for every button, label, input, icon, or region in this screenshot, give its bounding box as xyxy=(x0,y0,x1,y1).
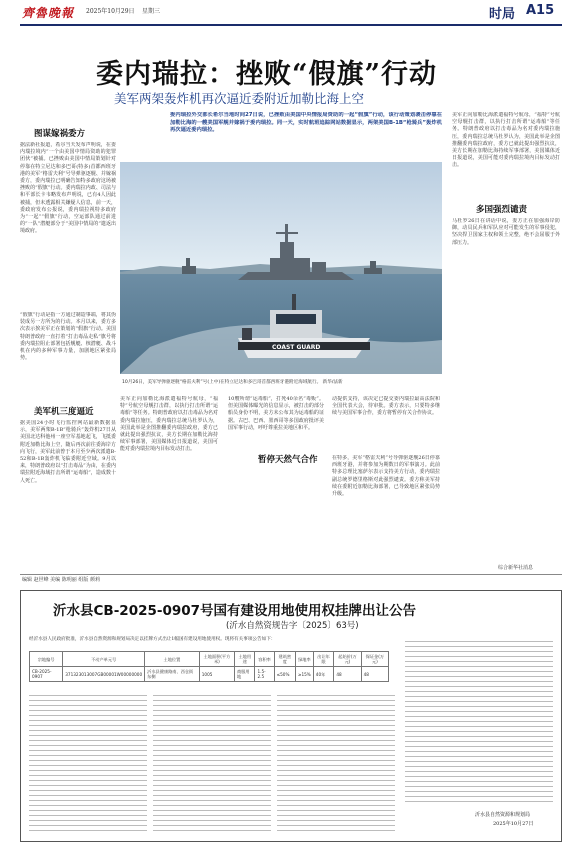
notice-title: 沂水县CB-2025-0907号国有建设用地使用权挂牌出让公告 xyxy=(53,603,417,619)
table-cell: 沂水县健康路南、西仓街东侧 xyxy=(145,667,200,682)
column-1a: 据法新社报道，希尔当天发布声明说，在委内瑞拉境内“一个由美国中情局资助的犯罪团伙”被捕。已挫败由美国中情局策划针对停靠在特立尼达和多巴哥(特多)首都西班牙港的美军“格雷夫利”号导弹驱逐舰、并嫁祸委方，委内瑞拉已明确告知特多政府这场被挫败的“假旗”行动。委内瑞拉内政、司法与和平部长卡韦略发布声明说，已有4人因此被捕，但未透露相关嫌疑人信息，前一天，委政府发布公报说，委内瑞拉视特多政府为“一起”“假旗”行动，空运部队通过前进的“一队”潜艇部分于“美国中情局的”遣返出境政府。 xyxy=(20,142,116,235)
column-1c: 据美国24小时飞行监控网站最新数据显示，美军两架B-1B“枪骑兵”轰炸机27日从美国北达科他州一座空军基地起飞，飞抵委附近加勒比海上空，随后再次前往委海岸方向飞行，美军此前曾于本月至少两次派遣B-52和B-1B轰炸机飞临委附近空域。9月以来，特朗普政府以“打击毒品”为由，在委内瑞拉附近海域打击所谓“运毒船”，造成数十人死亡。 xyxy=(20,420,116,484)
table-cell: 48 xyxy=(361,667,388,682)
table-cell: ≥15% xyxy=(295,667,313,682)
table-cell: ≤50% xyxy=(274,667,295,682)
table-cell: 40年 xyxy=(313,667,334,682)
table-header: 起始价(万元) xyxy=(334,652,361,667)
table-header: 出让年限 xyxy=(313,652,334,667)
notice-subtitle: (沂水自然资规告字〔2025〕63号) xyxy=(226,621,359,631)
newspaper-logo: 齊魯晚報 xyxy=(22,6,75,20)
section-heading-4: 多国强烈谴责 xyxy=(476,205,528,215)
page-number: A15 xyxy=(526,3,555,18)
table-cell: 1005 xyxy=(199,667,234,682)
column-3: 10艘所谓“运毒船”，打死40余名“毒贩”。但美国媒体曝光的信息显示，被打击的部分船员身份不明，美方未公布其为运毒船的证据。古巴、巴西、墨西哥等多国政府批评美国军事行动，呼吁尊重拉美地区和平。 xyxy=(228,396,324,431)
table-header: 保证金(万元) xyxy=(361,652,388,667)
table-cell: 48 xyxy=(334,667,361,682)
notice-table xyxy=(29,651,389,682)
table-header: 不动产单元号 xyxy=(63,652,145,667)
section-heading-3: 暂停天然气合作 xyxy=(258,455,318,465)
table-header: 建筑密度 xyxy=(274,652,295,667)
column-2: 美军正向加勒比海派遣福特号航母，“福特”号航空母舰打击群，以执行打击所谓“运毒船”等任务。特朗普政府以打击毒品为名对委内瑞拉施压，委内瑞拉总统马杜罗认为，美国此举是企图推翻委内瑞拉政府，委方已就此提出强烈抗议，美方长期在加勒比海持续军事部署，美国媒体近日报道说，美国可能对委内瑞拉境内目标发动打击。 xyxy=(120,396,218,453)
notice-issuer: 沂水县自然资源和规划局 xyxy=(475,812,531,818)
notice-body-3 xyxy=(277,691,395,831)
source-note: 综合新华社消息 xyxy=(498,565,534,571)
headline-subtitle: 美军两架轰炸机再次逼近委附近加勒比海上空 xyxy=(114,91,365,106)
land-notice xyxy=(20,590,562,842)
table-cell: CB-2025-0907 xyxy=(30,667,63,682)
table-row xyxy=(30,667,389,682)
boat-label: COAST GUARD xyxy=(272,344,321,351)
table-cell: 1.5-2.5 xyxy=(255,667,274,682)
table-header: 容积率 xyxy=(255,652,274,667)
notice-intro: 经沂水县人民政府批准，沂水县自然资源和规划局决定以挂牌方式出让1幅国有建设用地使用权。现将有关事项公告如下： xyxy=(29,637,276,642)
section-heading-1: 图谋嫁祸委方 xyxy=(34,129,86,139)
section-name: 时局 xyxy=(489,7,516,22)
column-1b: “假旗”行动是指一方通过制造事端，将其伪装成另一方所为的行动。本月以来，委方多次表示挨美军正在策划的“假旗”行动。美国特朗普政府一直打着“打击毒品走私”旗号将委内瑞拉阻止部署包括舰艇、核潜艇、战斗机在内的多种军事力量，加剧地区紧张局势。 xyxy=(20,312,116,362)
issue-weekday: 星期三 xyxy=(142,8,161,15)
notice-body-2 xyxy=(153,691,271,831)
table-header: 宗地编号 xyxy=(30,652,63,667)
ship-photo-illustration xyxy=(120,162,442,374)
table-header: 土地用途 xyxy=(235,652,255,667)
table-header: 土地面积(平方米) xyxy=(199,652,234,667)
table-cell: 371323013007GB00001W00000000 xyxy=(63,667,145,682)
notice-body-1 xyxy=(29,691,147,831)
column-5: 在特多，美军“格雷夫利”号导弹驱逐舰26日停靠西班牙港，并将参加为期数日的军事演习。此前特多总理比塞萨尔表示支持美方行动，委内瑞拉副总统罗德里格斯对此强烈谴责。委方称美军持续在委附近加勒比海部署，已导致地区紧张局势升级。 xyxy=(332,455,440,498)
photo-caption: 10月26日，美军导弹驱逐舰“格雷夫利”号(上中)在特立尼达和多巴哥首都西班牙港附近海域航行。 新华/法新 xyxy=(122,380,343,385)
notice-body-4 xyxy=(405,637,553,805)
editor-line: 编辑 赵世峰 美编 陈明丽 组版 颜莉 xyxy=(22,577,100,583)
section-heading-2: 美军机三度逼近 xyxy=(34,407,94,417)
masthead xyxy=(0,0,580,40)
table-cell: 商服用地 xyxy=(235,667,255,682)
table-header: 土地位置 xyxy=(145,652,200,667)
issue-date: 2025年10月29日 xyxy=(86,8,135,15)
lead-paragraph: 委内瑞拉外交部长希尔当地时间27日说，已挫败由美国中央情报局资助的一起“假旗”行动，该行动策划袭击停靠在加勒比海的一艘美国军舰并嫁祸于委内瑞拉。同一天，实时航班追踪网站数据显示，两架美国B-1B“枪骑兵”轰炸机再次逼近委内瑞拉。 xyxy=(170,112,442,134)
column-right-a: 美军正向加勒比海派遣福特号航母，“福特”号航空母舰打击群，以执行打击所谓“运毒船”等任务。特朗普政府以打击毒品为名对委内瑞拉施压，委内瑞拉总统马杜罗认为，美国此举是企图推翻委内瑞拉政府，委方已就此提出强烈抗议，美方长期在加勒比海持续军事部署，美国媒体近日报道说，美国可能对委内瑞拉境内目标发动打击。 xyxy=(452,112,560,169)
table-header: 绿地率 xyxy=(295,652,313,667)
table-header-row xyxy=(30,652,389,667)
notice-date: 2025年10月27日 xyxy=(493,821,534,827)
news-photo xyxy=(120,162,442,374)
column-4: 动提供支持，该决定已提交委内瑞拉最高法院和全国代表大会，待审批。委方表示，只要特多继续与美国军事合作，委方将暂停有关合作协议。 xyxy=(332,396,440,417)
headline-title: 委内瑞拉：挫败“假旗”行动 xyxy=(96,59,438,90)
column-right-b: 马杜罗26日在讲话中说，委方正在加强海岸防御，动员民兵和军队应对可能发生的军事侵犯，坚决捍卫国家主权和领土完整，绝不会屈服于外部压力。 xyxy=(452,218,560,246)
